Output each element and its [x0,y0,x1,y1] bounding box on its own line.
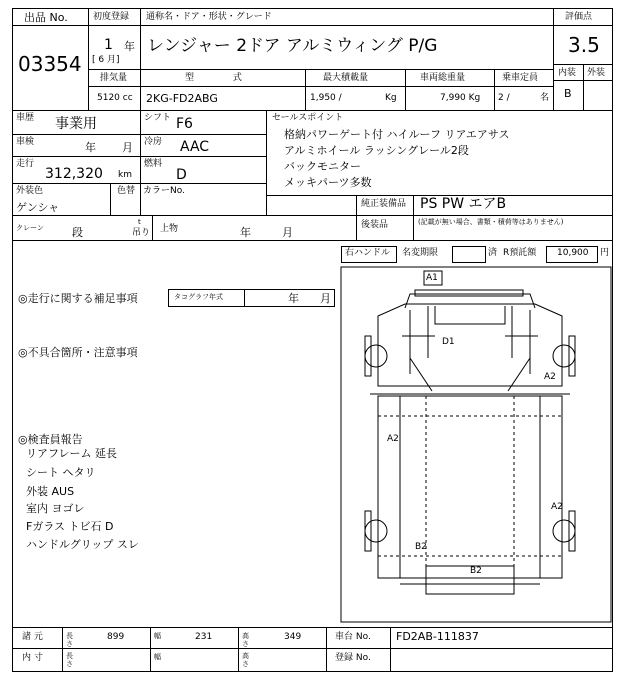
inspection-year: 年 [85,141,96,154]
divider [12,215,613,216]
inner-width-label: 幅 [154,653,161,661]
divider [152,215,153,240]
sales-point: 格納パワーゲート付 ハイルーフ リアエアサス [284,128,510,141]
ac-value: AAC [180,139,210,155]
color-value: ゲンシャ [16,201,60,214]
recycle-amount: 10,900 [557,248,589,258]
recycle-prefix: 済 [488,248,498,258]
history-label: 車歴 [16,113,35,123]
shift-label: シフト [144,113,172,123]
width-value: 231 [195,632,213,642]
model-code-value: 2KG-FD2ABG [146,92,218,105]
divider [356,195,357,240]
length-value: 899 [107,632,125,642]
max-load-value: 1,950 / [310,93,342,103]
rhd-label: 右ハンドル [345,248,391,258]
dims-label: 諸 元 [22,632,43,642]
damage-mark: B2 [415,542,427,552]
height-value: 349 [284,632,302,642]
inspector-item: Fガラス トビ石 D [26,520,114,533]
ac-label: 冷房 [144,137,163,147]
defects-label: ◎不具合箇所・注意事項 [18,346,138,359]
model-code-label: 型 式 [185,73,260,83]
mileage-value: 312,320 [45,166,103,182]
divider [266,110,267,215]
damage-mark: A2 [544,372,556,382]
inspector-item: 室内 ヨゴレ [26,502,85,515]
sales-point: バックモニター [284,160,361,173]
inspector-item: ハンドルグリップ スレ [26,538,139,551]
lot-label: 出品 No. [24,11,68,24]
divider [88,86,553,87]
inner-length-label: 長さ [66,652,73,668]
reg-label: 登録 No. [335,653,371,663]
history-value: 事業用 [55,116,97,132]
divider [12,156,266,157]
inspection-label: 車検 [16,137,35,147]
divider [553,80,613,81]
divider [140,69,141,110]
crane-stage: 段 [72,226,83,239]
capacity-label: 乗車定員 [502,73,539,83]
divider [553,8,554,110]
inner-height-label: 高さ [242,652,249,668]
divider [110,183,111,215]
inspector-item: 外装 AUS [26,485,75,498]
aftermarket-label: 後装品 [361,220,389,230]
displacement-value: 5120 cc [97,93,133,103]
capacity-value: 2 / [498,93,510,103]
length-label: 長さ [66,632,73,648]
max-load-label: 最大積載量 [323,73,369,83]
frame-bottom [12,671,613,672]
fuel-label: 燃料 [144,159,163,169]
crane-tons: t [138,218,141,226]
damage-mark: A2 [551,502,563,512]
divider [238,627,239,671]
sales-point: アルミホイール ラッシングレール2段 [284,144,469,157]
divider [390,627,391,671]
max-load-unit: Kg [385,93,397,103]
damage-mark: D1 [442,337,455,347]
first-reg-label: 初度登録 [93,12,130,22]
inner-dims-label: 内 寸 [22,653,43,663]
divider [140,183,141,215]
sales-points-label: セールスポイント [272,113,344,123]
gross-weight-label: 車両総重量 [420,73,466,83]
damage-mark: A2 [387,434,399,444]
shift-value: F6 [176,116,193,132]
divider [140,8,141,69]
crane-label: クレーン [16,224,44,232]
chassis-number: FD2AB-111837 [396,630,479,643]
recycle-unit: 円 [600,248,610,258]
score-label: 評価点 [565,12,593,22]
tacho-label: タコグラフ年式 [174,293,223,301]
color-no-label: カラーNo. [143,186,185,196]
divider [553,25,613,26]
divider [62,627,63,671]
frame-top [12,8,613,9]
frame-right [612,8,613,671]
divider [140,110,141,183]
score-value: 3.5 [568,33,600,57]
mileage-unit: km [118,170,132,180]
divider [413,195,414,240]
damage-mark: A1 [426,273,438,283]
height-label: 高さ [242,632,249,648]
chassis-label: 車台 No. [335,632,371,642]
crane-month: 月 [282,226,293,239]
crane-hoist: 吊り [132,228,151,238]
divider [150,627,151,671]
divider [12,183,266,184]
divider [12,110,613,111]
divider [12,25,88,26]
divider [305,69,306,110]
first-reg-year: 1 [104,37,113,53]
inspector-item: リアフレーム 延長 [26,447,118,460]
name-change-label: 名変期限 [402,248,439,258]
capacity-unit: 名 [540,93,550,103]
divider [88,69,553,70]
inspection-month: 月 [122,141,133,154]
exterior-label: 外装 [587,68,606,78]
divider [326,627,327,671]
name-change-box [452,246,486,263]
model-desc-label: 通称名・ドア・形状・グレード [146,12,272,22]
divider [583,64,584,110]
inspector-label: ◎検査員報告 [18,433,83,446]
divider [12,240,613,241]
divider [12,627,613,628]
recycle-label: R預託額 [503,248,537,258]
mileage-label: 走行 [16,159,35,169]
width-label: 幅 [154,632,161,640]
divider [88,25,553,26]
inspector-item: シート ヘタリ [26,466,96,479]
divider [244,289,245,307]
gross-weight-value: 7,990 Kg [440,93,481,103]
tacho-year: 年 [288,292,299,305]
aftermarket-note: (記載が無い場合、書類・積荷等はありません) [418,218,564,226]
fuel-value: D [176,167,187,183]
frame-left [12,8,13,671]
lot-number: 03354 [18,52,82,76]
crane-boom-label: 上物 [160,224,179,234]
driving-notes-label: ◎走行に関する補足事項 [18,292,138,305]
color-label: 外装色 [16,186,44,196]
equipment-label: 純正装備品 [361,199,407,209]
interior-grade: B [564,87,572,100]
damage-mark: B2 [470,566,482,576]
divider [12,648,613,649]
first-reg-month: [ 6 月] [92,55,120,65]
divider [494,69,495,110]
color-change-label: 色替 [117,186,136,196]
equipment-value: PS PW エアB [420,196,507,212]
divider [405,69,406,110]
divider [12,134,266,135]
divider [88,8,89,110]
interior-label: 内装 [558,68,577,78]
sales-point: メッキパーツ多数 [284,176,372,189]
crane-year: 年 [240,226,251,239]
displacement-label: 排気量 [100,73,128,83]
year-unit: 年 [124,40,135,53]
model-description: レンジャー 2ドア アルミウィング P/G [147,36,438,56]
tacho-month: 月 [320,292,331,305]
